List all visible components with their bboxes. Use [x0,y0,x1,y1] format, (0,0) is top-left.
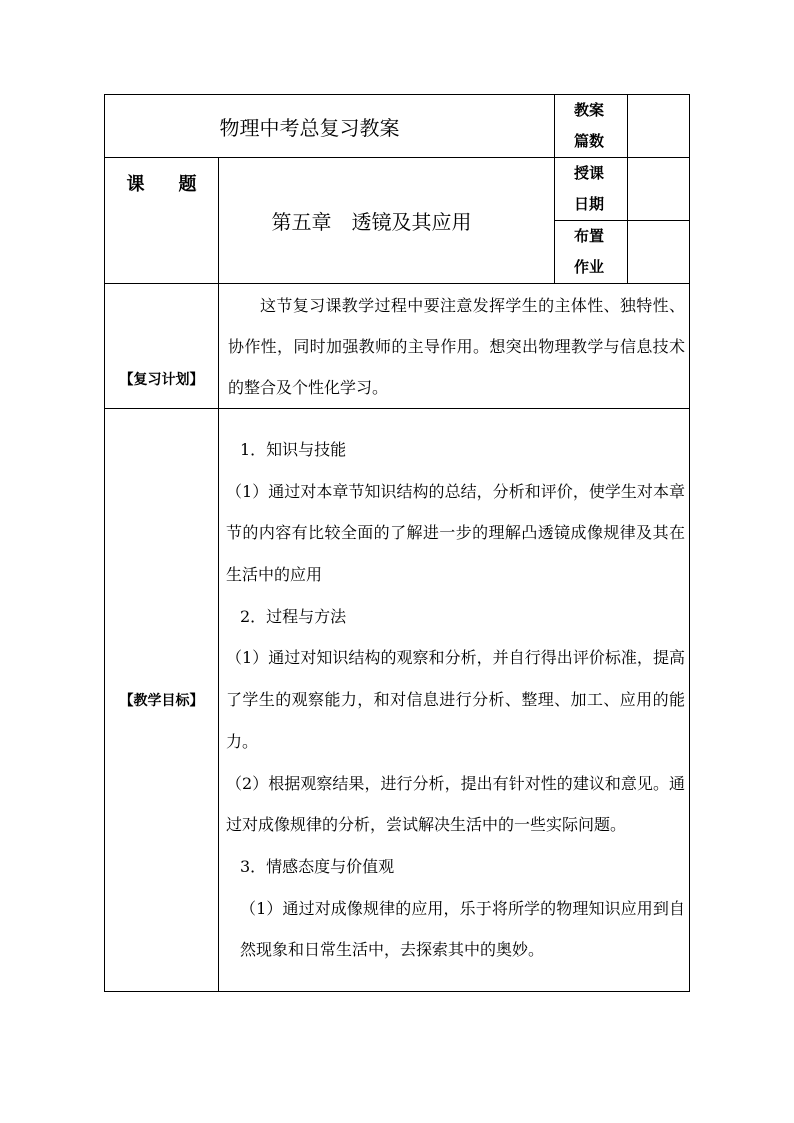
document-title: 物理中考总复习教案 [105,95,555,158]
homework-label-line1: 布置 [574,227,605,245]
teach-date-value [628,158,690,221]
objectives-cell [219,409,690,992]
objective-item: （1）通过对成像规律的应用，乐于将所学的物理知识应用到自然现象和日常生活中，去探索其中的奥妙。 [240,898,685,960]
objective-item: （2）根据观察结果，进行分析，提出有针对性的建议和意见。通过对成像规律的分析，尝试解决生活中的一些实际问题。 [226,773,685,835]
review-plan-label: 【复习计划】 [105,284,219,409]
objective-heading-attitude: 3．情感态度与价值观 [240,856,395,876]
lesson-count-value [628,95,690,158]
topic-label-part2: 题 [178,174,197,195]
objective-heading-process: 2．过程与方法 [240,606,347,626]
chapter-name: 透镜及其应用 [351,210,472,234]
lesson-count-label [555,95,628,158]
homework-label-line2: 作业 [574,258,605,276]
objectives-label: 【教学目标】 [105,409,219,992]
objective-item: （1）通过对知识结构的观察和分析，并自行得出评价标准，提高了学生的观察能力，和对信息进行分析、整理、加工、应用的能力。 [226,648,685,751]
teach-date-label-line2: 日期 [574,195,605,213]
objective-item: （1）通过对本章节知识结构的总结，分析和评价，使学生对本章节的内容有比较全面的了解进一步的理解凸透镜成像规律及其在生活中的应用 [226,481,685,585]
review-plan-text: 这节复习课教学过程中要注意发挥学生的主体性、独特性、协作性，同时加强教师的主导作用。想突出物理教学与信息技术的整合及个性化学习。 [228,295,685,397]
homework-label [555,221,628,284]
chapter-prefix: 第五章 [271,210,332,234]
teach-date-label-line1: 授课 [574,164,605,182]
topic-row-1 [105,158,690,221]
lesson-plan-table [104,94,690,992]
lesson-count-label-line1: 教案 [574,101,605,119]
topic-label-part1: 课 [126,174,145,195]
objectives-row [105,409,690,992]
topic-label [105,158,219,284]
homework-value [628,221,690,284]
objective-heading-knowledge: 1．知识与技能 [240,439,347,459]
teach-date-label [555,158,628,221]
header-row [105,95,690,158]
lesson-count-label-line2: 篇数 [574,132,605,150]
review-plan-cell [219,284,690,409]
review-plan-row [105,284,690,409]
chapter-title [219,158,555,284]
